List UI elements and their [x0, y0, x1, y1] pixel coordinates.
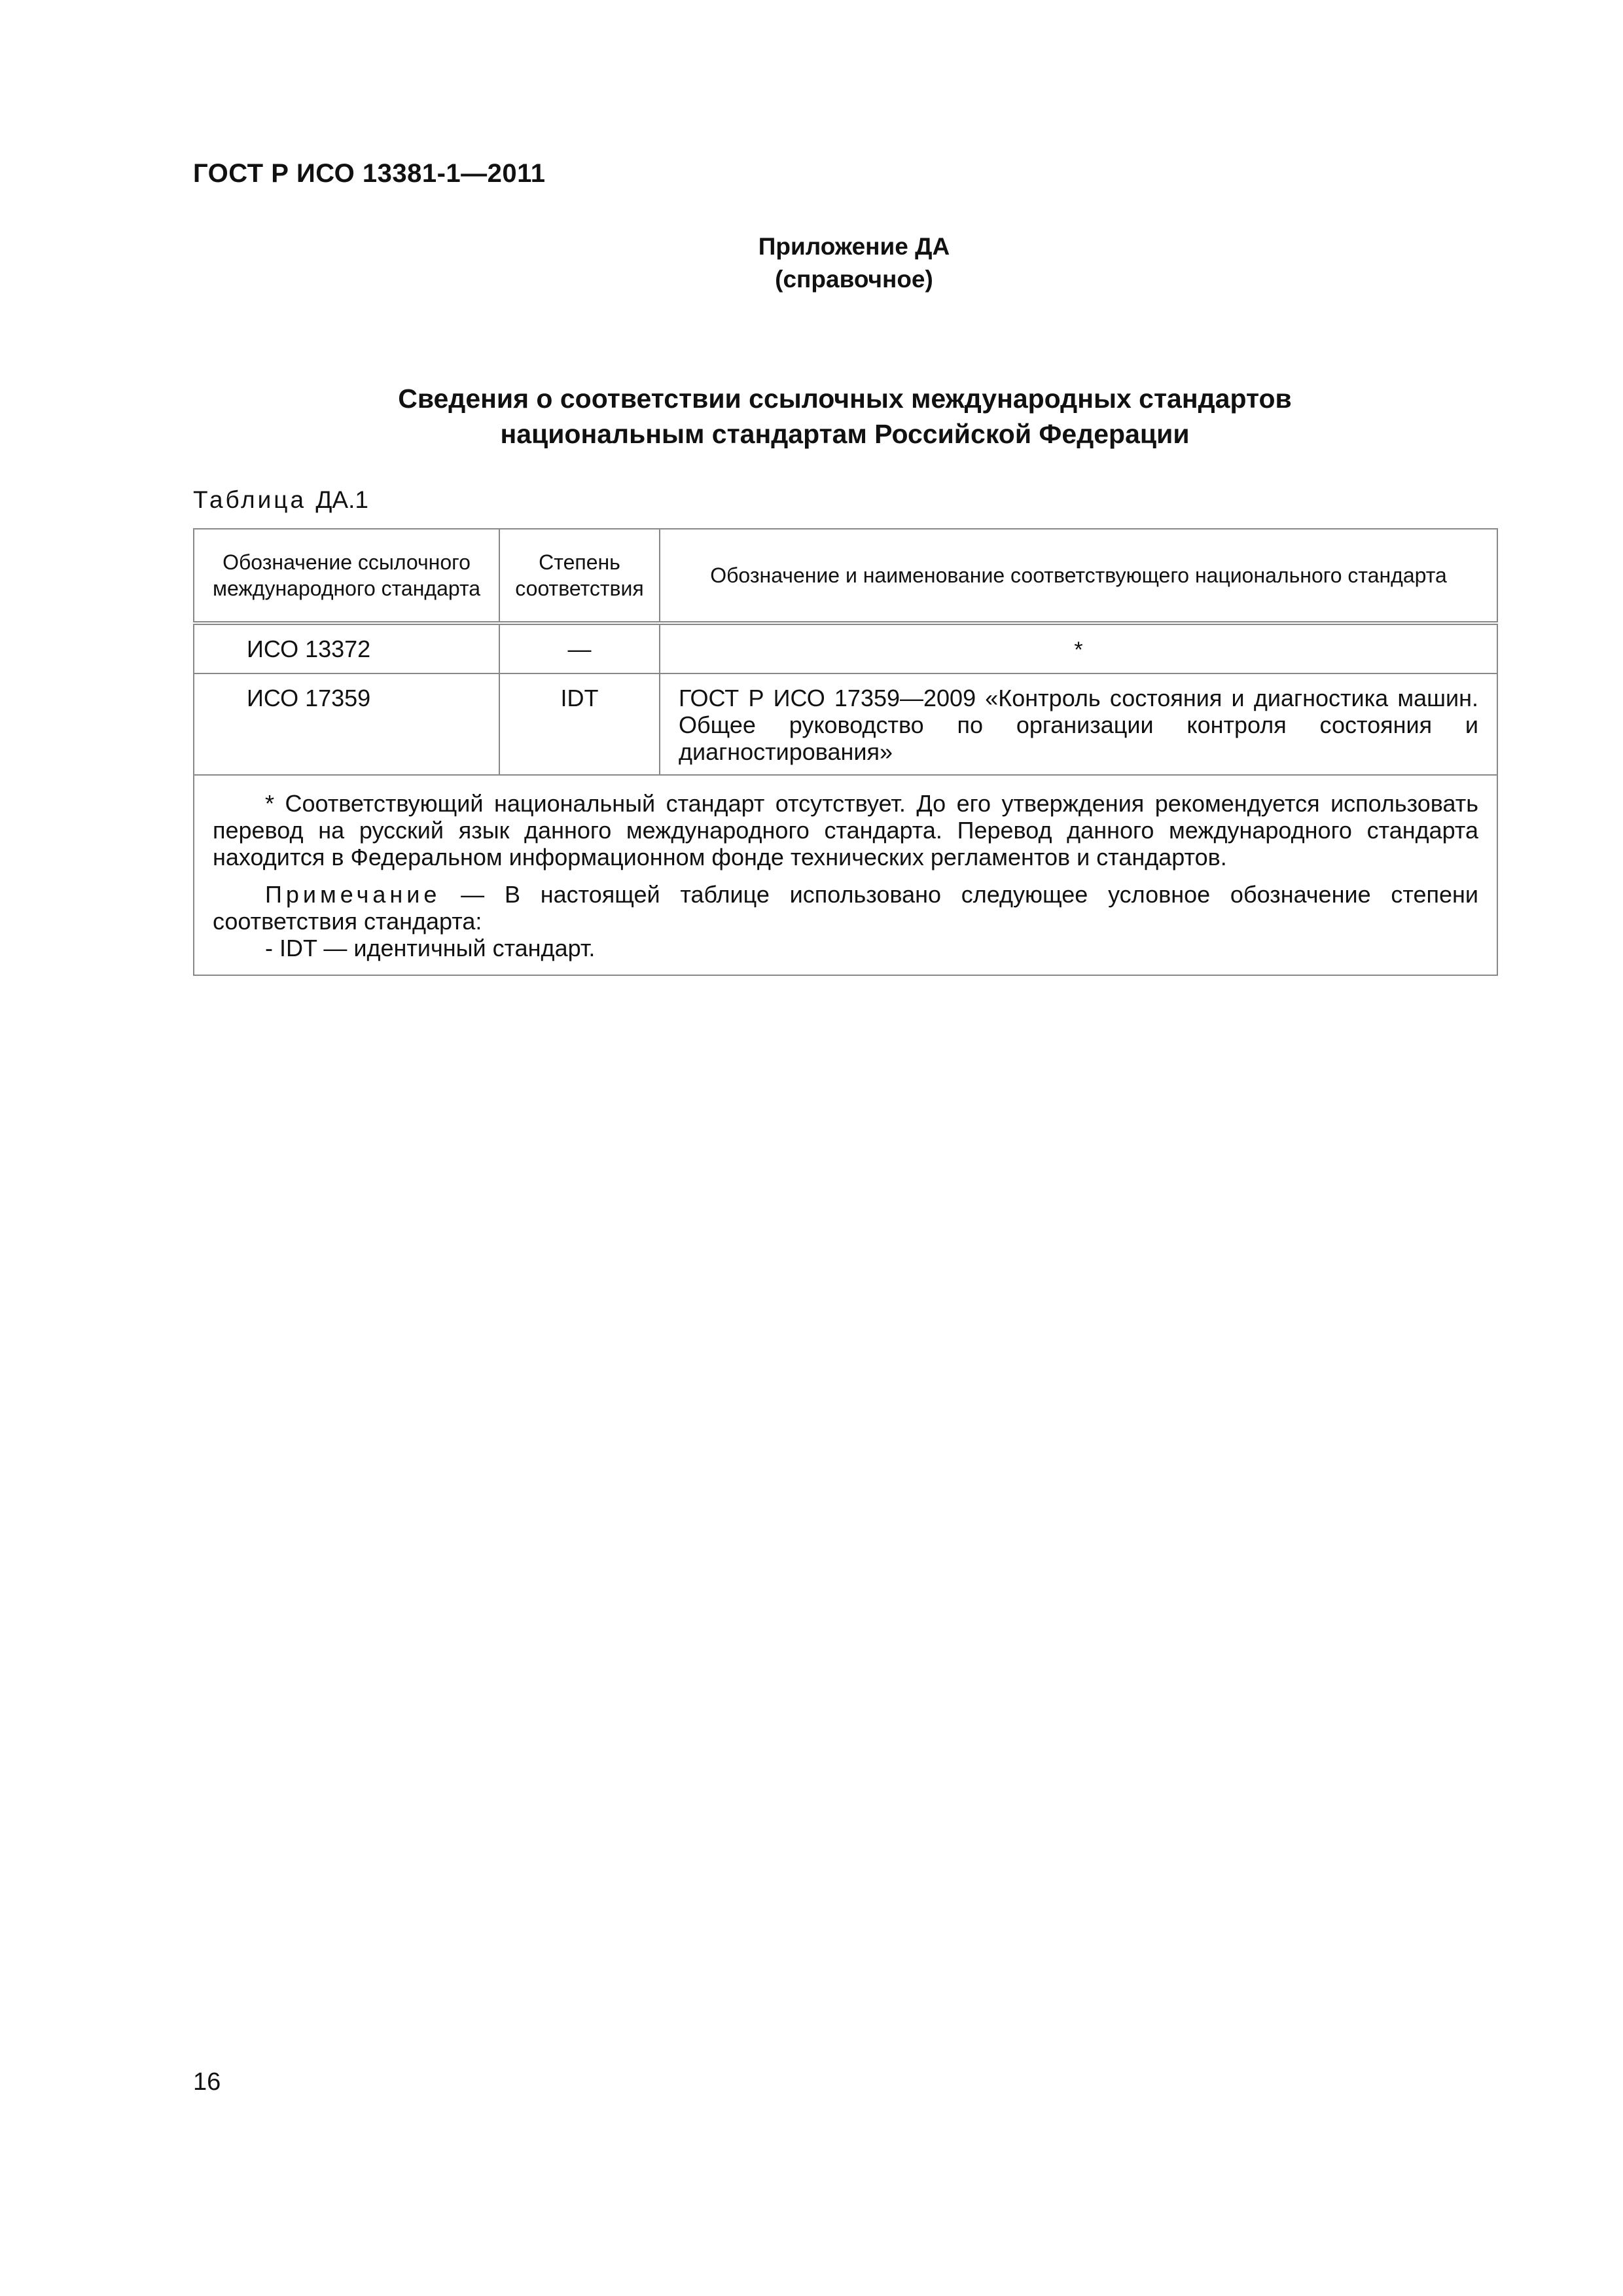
table-header-row [194, 529, 1497, 623]
note-text: — В настоящей таблице использовано следующее условное обозначение степени соответствия стандарта: [213, 881, 1478, 935]
title-line-1: Сведения о соответствии ссылочных международных стандартов [398, 384, 1292, 414]
header-cell-national-standard: Обозначение и наименование соответствующего национального стандарта [660, 529, 1497, 623]
appendix-label: Приложение ДА [758, 233, 950, 260]
table-caption [193, 486, 368, 514]
table-note [213, 881, 1478, 935]
table-caption-number: ДА.1 [315, 486, 368, 513]
appendix-kind: (справочное) [775, 266, 933, 293]
page-number: 16 [193, 2068, 221, 2096]
cell-degree: IDT [499, 673, 660, 775]
cell-national-standard: ГОСТ Р ИСО 17359—2009 «Контроль состояния и диагностика машин. Общее руководство по организации контроля состояния и диагностирования» [660, 673, 1497, 775]
table-notes-cell [194, 775, 1497, 975]
table-row [194, 623, 1497, 673]
cell-national-standard: * [660, 623, 1497, 673]
table-notes-row [194, 775, 1497, 975]
table-footnote: * Соответствующий национальный стандарт отсутствует. До его утверждения рекомендуется использовать перевод на русский язык данного международного стандарта. Перевод данного международного стандарта находится в Федеральном информационном фонде технических регламентов и стандартов. [213, 790, 1478, 870]
note-list-item: - IDT — идентичный стандарт. [265, 935, 596, 961]
title-line-2: национальным стандартам Российской Федерации [500, 419, 1190, 449]
standards-correspondence-table [193, 528, 1498, 976]
appendix-title [193, 381, 1497, 452]
header-cell-international-code: Обозначение ссылочного международного стандарта [194, 529, 499, 623]
appendix-heading [0, 230, 1623, 296]
cell-degree: — [499, 623, 660, 673]
note-label: Примечание [265, 881, 441, 908]
document-code-header: ГОСТ Р ИСО 13381-1—2011 [193, 159, 546, 188]
table-row [194, 673, 1497, 775]
cell-code: ИСО 17359 [194, 673, 499, 775]
table-caption-word: Таблица [193, 486, 307, 513]
header-cell-degree: Степень соответствия [499, 529, 660, 623]
cell-code: ИСО 13372 [194, 623, 499, 673]
